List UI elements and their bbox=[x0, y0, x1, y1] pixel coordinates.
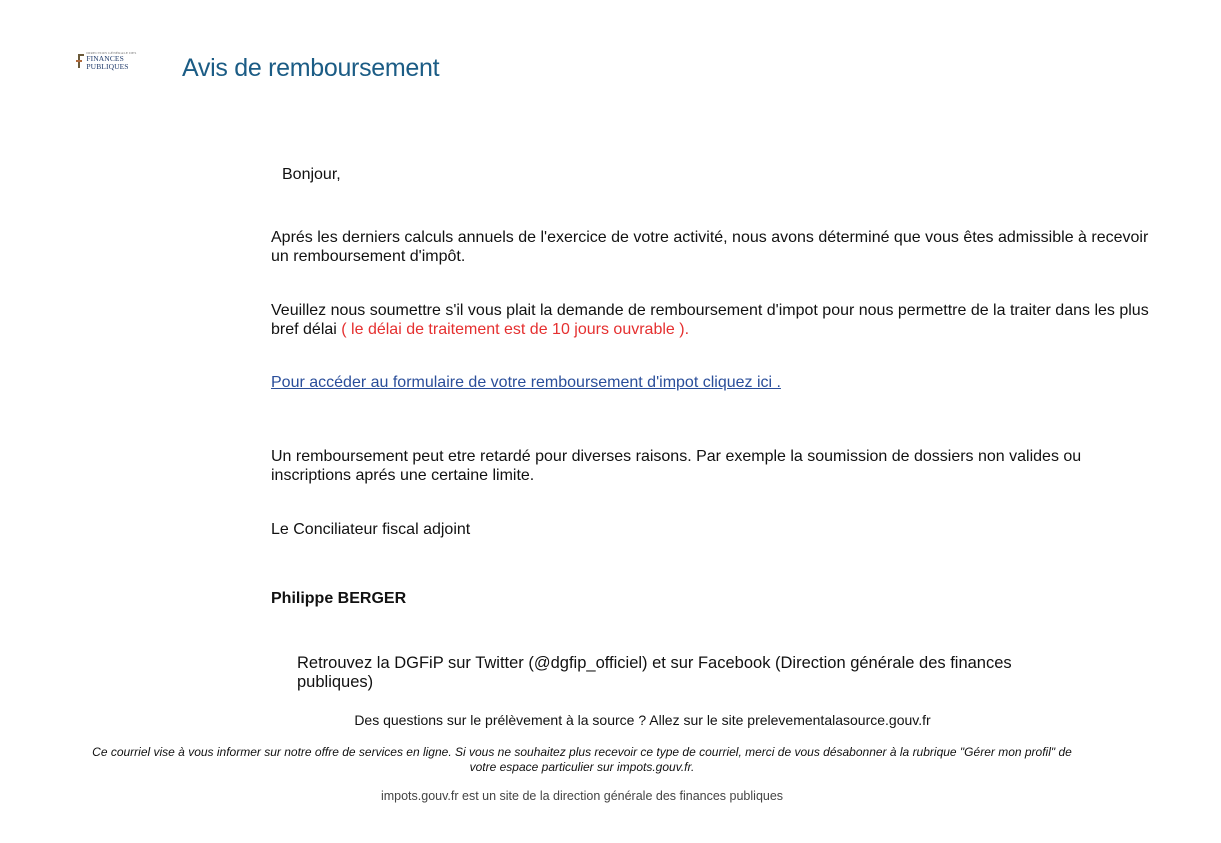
source-withholding-question: Des questions sur le prélèvement à la source ? Allez sur le site prelevementalasource.gouv.fr bbox=[354, 712, 931, 728]
page-title: Avis de remboursement bbox=[182, 54, 440, 82]
refund-form-link[interactable]: Pour accéder au formulaire de votre remboursement d'impot cliquez ici . bbox=[271, 374, 781, 391]
paragraph-delay-reasons: Un remboursement peut etre retardé pour diverses raisons. Par exemple la soumission de dossiers non valides ou inscriptions aprés une certaine limite. bbox=[271, 448, 1082, 484]
social-media-note: Retrouvez la DGFiP sur Twitter (@dgfip_officiel) et sur Facebook (Direction générale des finances publiques) bbox=[297, 654, 1012, 691]
logo-bottom-text: FINANCES PUBLIQUES bbox=[86, 54, 129, 71]
dgfip-logo bbox=[76, 52, 162, 70]
signoff: Le Conciliateur fiscal adjoint bbox=[271, 521, 471, 538]
paragraph-request-main: Veuillez nous soumettre s'il vous plait la demande de remboursement d'impot pour nous permettre de la traiter dans les plus bref délai bbox=[271, 302, 1149, 338]
logo-mark-icon bbox=[76, 53, 83, 69]
processing-delay-highlight: ( le délai de traitement est de 10 jours ouvrable ). bbox=[341, 321, 690, 338]
site-footer-note: impots.gouv.fr est un site de la direction générale des finances publiques bbox=[380, 789, 784, 803]
paragraph-eligibility: Aprés les derniers calculs annuels de l'exercice de votre activité, nous avons déterminé que vous êtes admissible à recevoir un remboursement d'impôt. bbox=[271, 229, 1149, 265]
greeting: Bonjour, bbox=[282, 166, 341, 183]
signer-name: Philippe BERGER bbox=[271, 590, 407, 607]
logo-text bbox=[86, 52, 162, 71]
logo-top-text: DIRECTION GÉNÉRALE DES bbox=[86, 50, 137, 55]
paragraph-request bbox=[271, 301, 1161, 339]
unsubscribe-disclaimer: Ce courriel vise à vous informer sur notre offre de services en ligne. Si vous ne souhaitez plus recevoir ce type de courriel, merci de vous désabonner à la rubrique "Gérer mon profil" de votre espace particulier sur impots.gouv.fr. bbox=[92, 745, 1072, 774]
